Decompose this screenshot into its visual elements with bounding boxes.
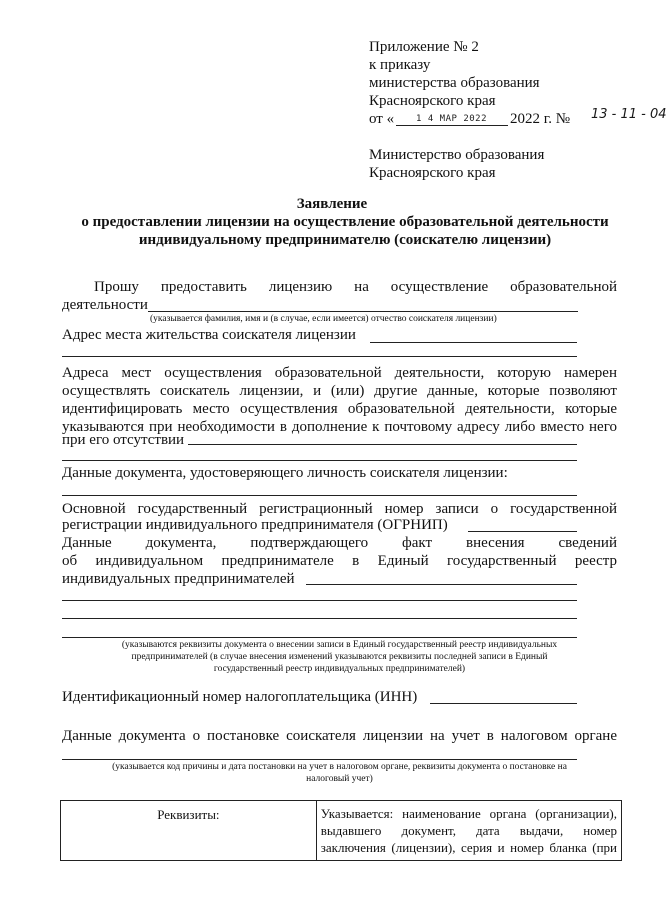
places-field-2[interactable] xyxy=(62,460,577,461)
requisites-label: Реквизиты: xyxy=(61,801,317,861)
addressee-line-2: Красноярского края xyxy=(369,165,496,181)
request-line-1: Прошу предоставить лицензию на осуществление образовательной xyxy=(94,279,617,295)
requisites-desc-line-3: заключения (лицензии), серия и номер бланка (при xyxy=(320,840,617,855)
request-line-2: деятельности xyxy=(62,297,148,313)
requisites-desc-line-2: выдавшего документ, дата выдачи, номер xyxy=(320,823,617,838)
request-note: (указывается фамилия, имя и (в случае, если имеется) отчество соискателя лицензии) xyxy=(150,314,497,324)
places-line-4: указываются при необходимости в дополнение к почтовому адресу либо вместо него xyxy=(62,419,617,435)
tax-note-1: (указывается код причины и дата постановки на учет в налоговом органе, реквизиты документа о постановке на xyxy=(112,762,567,772)
inn-label: Идентификационный номер налогоплательщика (ИНН) xyxy=(62,689,418,705)
tax-reg-label: Данные документа о постановке соискателя лицензии на учет в налоговом органе xyxy=(62,728,617,744)
egrip-field-3[interactable] xyxy=(62,618,577,619)
ministry-label: министерства образования xyxy=(369,75,540,91)
table-row xyxy=(61,801,622,861)
identity-doc-label: Данные документа, удостоверяющего личность соискателя лицензии: xyxy=(62,465,508,481)
date-stamp: 1 4 МАР 2022 xyxy=(416,114,488,124)
residence-label: Адрес места жительства соискателя лицензии xyxy=(62,327,356,343)
egrip-line-3: индивидуальных предпринимателей xyxy=(62,571,295,587)
requisites-description xyxy=(316,801,621,861)
identity-doc-field[interactable] xyxy=(62,495,577,496)
egrip-line-1: Данные документа, подтверждающего факт внесения сведений xyxy=(62,535,617,551)
egrip-field-4[interactable] xyxy=(62,637,577,638)
egrip-note-3: государственный реестр индивидуальных предпринимателей) xyxy=(213,664,466,674)
order-number: 13 - 11 - 04 xyxy=(591,107,667,122)
inn-field[interactable] xyxy=(430,703,577,704)
ogrnip-line-1: Основной государственный регистрационный номер записи о государственной xyxy=(62,501,617,517)
places-line-2: осуществлять соискатель лицензии, и (или) другие данные, которые позволяют xyxy=(62,383,617,399)
residence-field-2[interactable] xyxy=(62,356,577,357)
requisites-table xyxy=(60,800,622,861)
egrip-line-2: об индивидуальном предпринимателе в Единый государственный реестр xyxy=(62,553,617,569)
tax-note-2: налоговый учет) xyxy=(306,774,373,784)
ogrnip-line-2: регистрации индивидуального предпринимателя (ОГРНИП) xyxy=(62,517,448,533)
to-order-label: к приказу xyxy=(369,57,431,73)
places-line-5: при его отсутствии xyxy=(62,432,185,448)
date-prefix: от « xyxy=(369,111,395,127)
tax-reg-field[interactable] xyxy=(62,759,577,760)
document-subtitle-1: о предоставлении лицензии на осуществление образовательной деятельности xyxy=(81,214,609,230)
applicant-name-field[interactable] xyxy=(148,311,578,312)
year-label: 2022 г. № xyxy=(510,111,571,127)
places-line-3: идентифицировать место осуществления образовательной деятельности, которые xyxy=(62,401,617,417)
egrip-note-2: предпринимателей (в случае внесения изменений указываются реквизиты последней записи в Единый xyxy=(131,652,548,662)
document-subtitle-2: индивидуальному предпринимателю (соискателю лицензии) xyxy=(138,232,552,248)
document-title: Заявление xyxy=(296,196,368,212)
places-line-1: Адреса мест осуществления образовательной деятельности, которую намерен xyxy=(62,365,617,381)
egrip-field-2[interactable] xyxy=(62,600,577,601)
requisites-desc-line-1: Указывается: наименование органа (организации), xyxy=(320,806,617,821)
date-underline xyxy=(396,125,508,126)
ogrnip-field[interactable] xyxy=(468,531,577,532)
places-field[interactable] xyxy=(188,444,577,445)
region-label: Красноярского края xyxy=(369,93,496,109)
residence-field[interactable] xyxy=(370,342,577,343)
egrip-field[interactable] xyxy=(306,584,577,585)
addressee-line-1: Министерство образования xyxy=(369,147,545,163)
appendix-label: Приложение № 2 xyxy=(369,39,479,55)
egrip-note-1: (указываются реквизиты документа о внесении записи в Единый государственный реестр индивидуальных xyxy=(121,640,558,650)
